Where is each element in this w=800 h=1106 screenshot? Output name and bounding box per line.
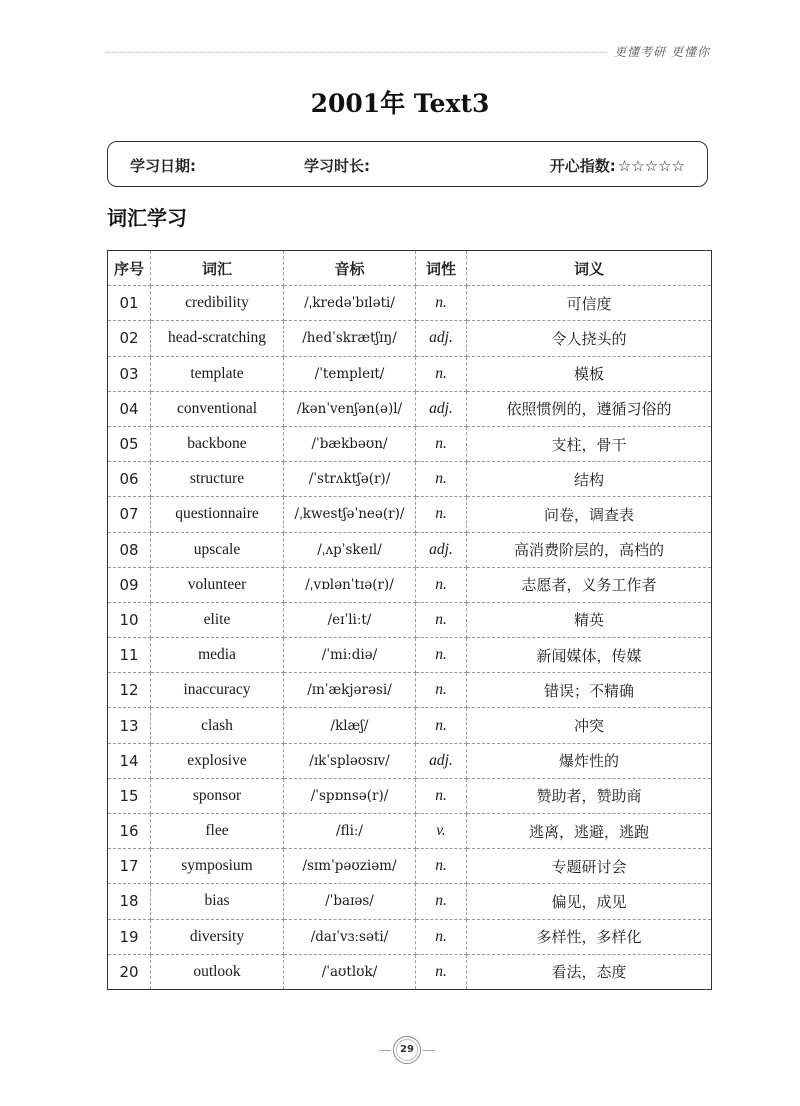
row-index: 10 <box>108 602 151 637</box>
table-row <box>108 321 712 356</box>
study-date-label: 学习日期: <box>130 157 196 175</box>
row-phonetic: /fliː/ <box>284 814 416 849</box>
page-number-ornament-right <box>423 1050 435 1051</box>
row-part-of-speech: n. <box>416 356 467 391</box>
row-meaning: 多样性，多样化 <box>467 919 712 954</box>
table-row <box>108 497 712 532</box>
row-index: 11 <box>108 638 151 673</box>
row-index: 12 <box>108 673 151 708</box>
table-row <box>108 919 712 954</box>
row-phonetic: /ˌʌpˈskeɪl/ <box>284 532 416 567</box>
row-word: bias <box>151 884 284 919</box>
table-row <box>108 778 712 813</box>
table-row <box>108 532 712 567</box>
row-phonetic: /ˈbækbəʊn/ <box>284 426 416 461</box>
row-phonetic: /ɪnˈækjərəsi/ <box>284 673 416 708</box>
row-index: 08 <box>108 532 151 567</box>
row-part-of-speech: n. <box>416 638 467 673</box>
page-title: 2001年 Text3 <box>310 89 490 118</box>
row-word: conventional <box>151 391 284 426</box>
row-part-of-speech: adj. <box>416 532 467 567</box>
vocabulary-table <box>107 250 712 990</box>
row-index: 13 <box>108 708 151 743</box>
header-phonetic: 音标 <box>284 251 416 286</box>
row-phonetic: /sɪmˈpəʊziəm/ <box>284 849 416 884</box>
table-row <box>108 673 712 708</box>
table-row <box>108 602 712 637</box>
row-index: 06 <box>108 462 151 497</box>
table-row <box>108 814 712 849</box>
table-row <box>108 391 712 426</box>
row-index: 02 <box>108 321 151 356</box>
row-index: 20 <box>108 954 151 989</box>
header-divider <box>107 52 607 53</box>
row-meaning: 专题研讨会 <box>467 849 712 884</box>
row-index: 01 <box>108 286 151 321</box>
study-duration-label: 学习时长: <box>304 157 370 175</box>
table-header-row <box>108 251 712 286</box>
row-part-of-speech: adj. <box>416 321 467 356</box>
row-phonetic: /ˌkwestʃəˈneə(r)/ <box>284 497 416 532</box>
table-row <box>108 884 712 919</box>
row-word: diversity <box>151 919 284 954</box>
header-word: 词汇 <box>151 251 284 286</box>
row-word: flee <box>151 814 284 849</box>
header-index: 序号 <box>108 251 151 286</box>
happiness-index-label: 开心指数: <box>549 157 616 175</box>
row-word: media <box>151 638 284 673</box>
row-word: head-scratching <box>151 321 284 356</box>
table-row <box>108 954 712 989</box>
row-phonetic: /kənˈvenʃən(ə)l/ <box>284 391 416 426</box>
row-meaning: 赞助者，赞助商 <box>467 778 712 813</box>
row-index: 03 <box>108 356 151 391</box>
row-word: credibility <box>151 286 284 321</box>
row-phonetic: /ˌkredəˈbɪləti/ <box>284 286 416 321</box>
page-number-ornament-left <box>379 1050 391 1051</box>
row-part-of-speech: n. <box>416 286 467 321</box>
header-meaning: 词义 <box>467 251 712 286</box>
star-rating-icon: ☆☆☆☆☆ <box>617 157 685 175</box>
row-meaning: 可信度 <box>467 286 712 321</box>
row-index: 15 <box>108 778 151 813</box>
row-word: clash <box>151 708 284 743</box>
row-phonetic: /daɪˈvɜːsəti/ <box>284 919 416 954</box>
row-word: outlook <box>151 954 284 989</box>
header-part-of-speech: 词性 <box>416 251 467 286</box>
row-meaning: 支柱，骨干 <box>467 426 712 461</box>
table-row <box>108 743 712 778</box>
header-slogan: 更懂考研 更懂你 <box>614 45 710 59</box>
row-part-of-speech: n. <box>416 673 467 708</box>
row-word: volunteer <box>151 567 284 602</box>
row-part-of-speech: n. <box>416 708 467 743</box>
row-phonetic: /hedˈskrætʃɪŋ/ <box>284 321 416 356</box>
row-part-of-speech: v. <box>416 814 467 849</box>
table-row <box>108 849 712 884</box>
row-meaning: 精英 <box>467 602 712 637</box>
row-phonetic: /ˈspɒnsə(r)/ <box>284 778 416 813</box>
row-index: 07 <box>108 497 151 532</box>
table-row <box>108 708 712 743</box>
row-part-of-speech: n. <box>416 884 467 919</box>
row-meaning: 令人挠头的 <box>467 321 712 356</box>
row-word: upscale <box>151 532 284 567</box>
row-index: 18 <box>108 884 151 919</box>
row-part-of-speech: n. <box>416 919 467 954</box>
section-title: 词汇学习 <box>107 206 187 230</box>
table-row <box>108 638 712 673</box>
row-meaning: 问卷，调查表 <box>467 497 712 532</box>
table-row <box>108 286 712 321</box>
row-phonetic: /ˈstrʌktʃə(r)/ <box>284 462 416 497</box>
row-word: elite <box>151 602 284 637</box>
row-phonetic: /ˈbaɪəs/ <box>284 884 416 919</box>
row-meaning: 错误；不精确 <box>467 673 712 708</box>
row-word: template <box>151 356 284 391</box>
row-meaning: 逃离，逃避，逃跑 <box>467 814 712 849</box>
study-info-box <box>107 141 708 187</box>
row-word: explosive <box>151 743 284 778</box>
row-index: 16 <box>108 814 151 849</box>
row-part-of-speech: n. <box>416 426 467 461</box>
row-word: backbone <box>151 426 284 461</box>
row-index: 05 <box>108 426 151 461</box>
row-phonetic: /eɪˈliːt/ <box>284 602 416 637</box>
row-index: 19 <box>108 919 151 954</box>
row-meaning: 结构 <box>467 462 712 497</box>
row-phonetic: /ˌvɒlənˈtɪə(r)/ <box>284 567 416 602</box>
row-part-of-speech: n. <box>416 602 467 637</box>
row-index: 17 <box>108 849 151 884</box>
row-part-of-speech: adj. <box>416 743 467 778</box>
table-row <box>108 567 712 602</box>
row-word: sponsor <box>151 778 284 813</box>
row-meaning: 高消费阶层的，高档的 <box>467 532 712 567</box>
row-phonetic: /klæʃ/ <box>284 708 416 743</box>
row-meaning: 偏见，成见 <box>467 884 712 919</box>
row-phonetic: /ˈmiːdiə/ <box>284 638 416 673</box>
row-index: 04 <box>108 391 151 426</box>
row-phonetic: /ˈaʊtlʊk/ <box>284 954 416 989</box>
row-part-of-speech: n. <box>416 778 467 813</box>
row-part-of-speech: n. <box>416 497 467 532</box>
row-part-of-speech: n. <box>416 954 467 989</box>
row-meaning: 依照惯例的，遵循习俗的 <box>467 391 712 426</box>
row-word: questionnaire <box>151 497 284 532</box>
row-phonetic: /ˈtempleɪt/ <box>284 356 416 391</box>
row-part-of-speech: n. <box>416 567 467 602</box>
row-index: 09 <box>108 567 151 602</box>
row-meaning: 冲突 <box>467 708 712 743</box>
row-part-of-speech: adj. <box>416 391 467 426</box>
row-meaning: 看法，态度 <box>467 954 712 989</box>
row-word: symposium <box>151 849 284 884</box>
page-number-badge <box>393 1036 421 1064</box>
row-meaning: 模板 <box>467 356 712 391</box>
row-phonetic: /ɪkˈspləʊsɪv/ <box>284 743 416 778</box>
row-index: 14 <box>108 743 151 778</box>
table-row <box>108 426 712 461</box>
row-part-of-speech: n. <box>416 462 467 497</box>
row-word: inaccuracy <box>151 673 284 708</box>
row-meaning: 爆炸性的 <box>467 743 712 778</box>
happiness-index <box>550 155 685 176</box>
row-part-of-speech: n. <box>416 849 467 884</box>
table-row <box>108 462 712 497</box>
row-meaning: 志愿者，义务工作者 <box>467 567 712 602</box>
table-row <box>108 356 712 391</box>
row-meaning: 新闻媒体，传媒 <box>467 638 712 673</box>
page-number: 29 <box>400 1044 414 1055</box>
row-word: structure <box>151 462 284 497</box>
